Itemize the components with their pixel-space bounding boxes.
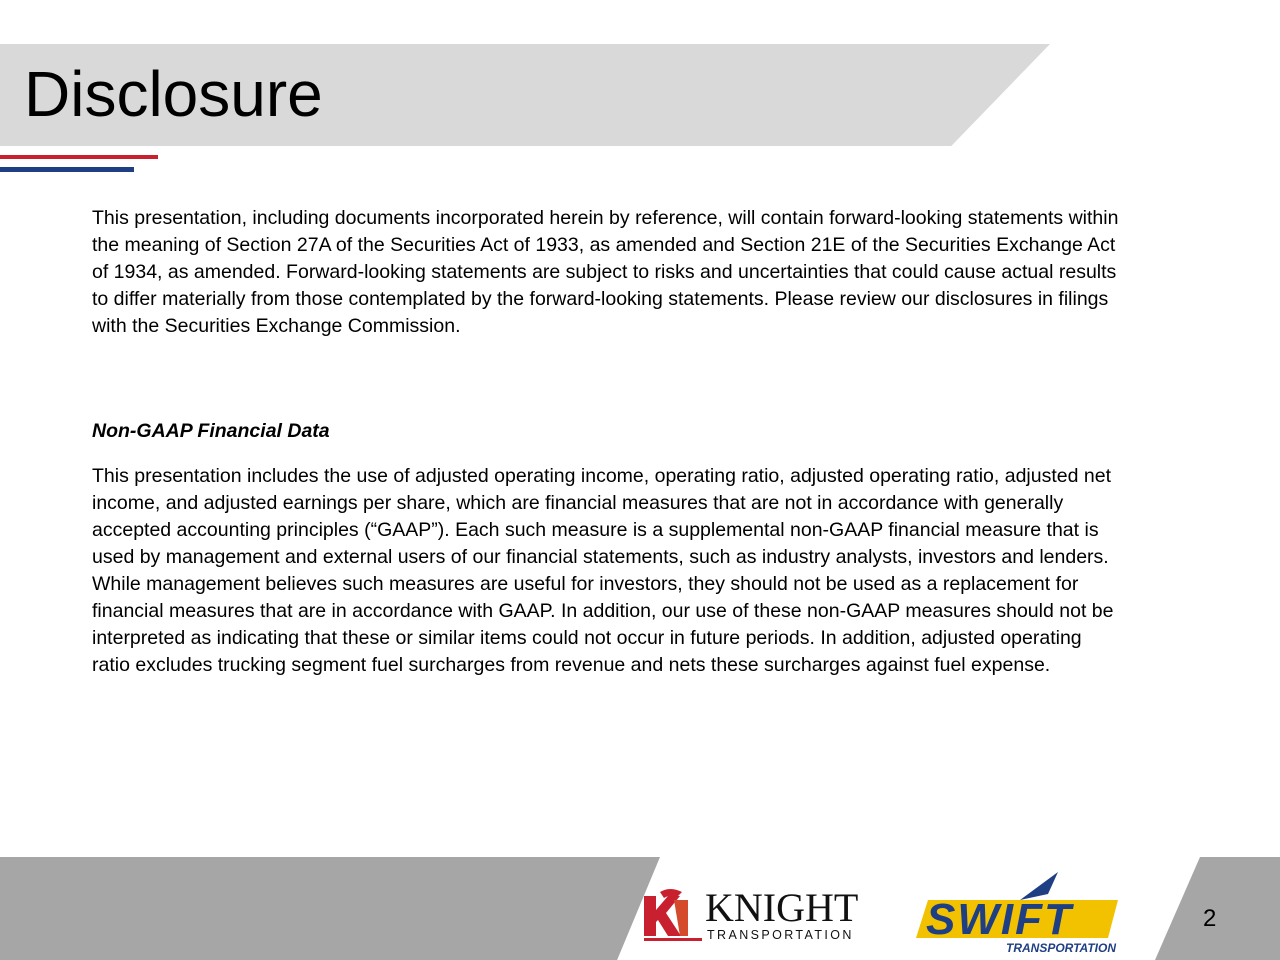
footer-band-right [1155, 857, 1280, 960]
forward-looking-paragraph: This presentation, including documents incorporated herein by reference, will contain forward-looking statements within the meaning of Section 27A of the Securities Act of 1933, as amended and Section 21E of the Securities Exchange Act of 1934, as amended. Forward-looking statements are subject to risks and uncertainties that could cause actual results to differ materially from those contemplated by the forward-looking statements. Please review our disclosures in filings with the Securities Exchange Commission. [92, 207, 1119, 337]
section-heading: Non-GAAP Financial Data [92, 420, 330, 442]
footer-band-left [0, 857, 660, 960]
page-number: 2 [1203, 905, 1217, 932]
swift-subtitle: TRANSPORTATION [1006, 941, 1116, 955]
slide-title: Disclosure [24, 58, 323, 130]
knight-wordmark: KNIGHT [705, 885, 859, 930]
non-gaap-paragraph: This presentation includes the use of adjusted operating income, operating ratio, adjusted operating ratio, adjusted net income, and adjusted earnings per share, which are financial measures that are not in accordance with generally accepted accounting principles (“GAAP”). Each such measure is a supplemental non-GAAP financial measure that is used by management and external users of our financial statements, such as industry analysts, investors and lenders. While management believes such measures are useful for investors, they should not be used as a replacement for financial measures that are in accordance with GAAP. In addition, our use of these non-GAAP measures should not be interpreted as indicating that these or similar items could not occur in future periods. In addition, adjusted operating ratio excludes trucking segment fuel surcharges from revenue and nets these surcharges against fuel expense. [92, 465, 1114, 676]
blue-accent-rule [0, 167, 134, 172]
svg-text:SWIFT: SWIFT [926, 895, 1073, 944]
red-accent-rule [0, 155, 158, 159]
knight-subtitle: TRANSPORTATION [707, 928, 854, 942]
